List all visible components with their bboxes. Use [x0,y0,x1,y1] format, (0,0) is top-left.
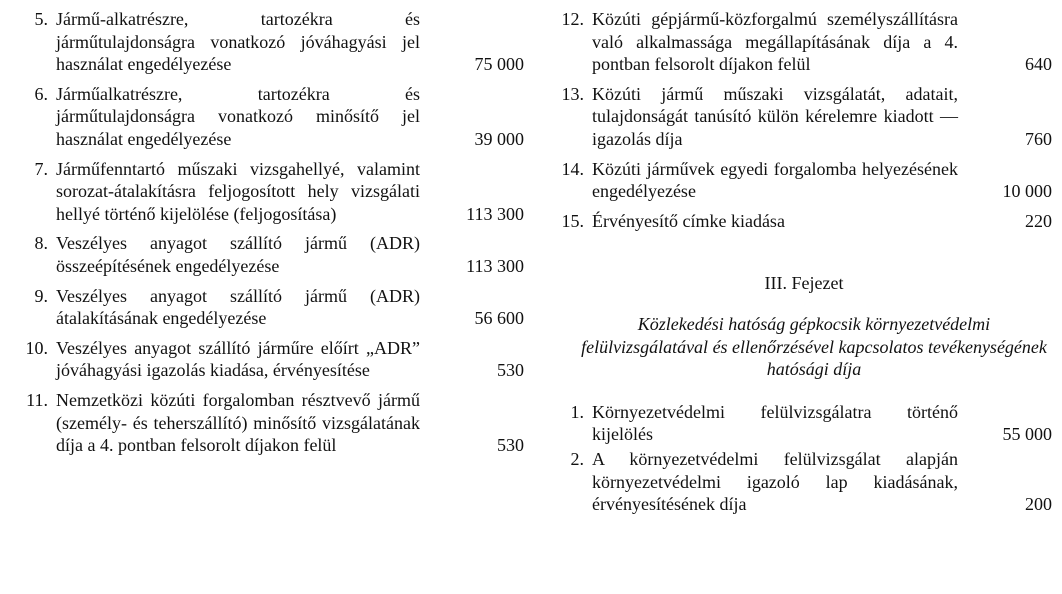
item-body [592,83,1052,151]
item-body [592,210,1052,233]
item-body [592,448,1052,516]
item-body [56,158,524,226]
chapter-subtitle: Közlekedési hatóság gépkocsik környezetvédelmi felülvizsgálatával és ellenőrzésével kapcsolatos tevékenységének hatósági díja [581,313,1047,380]
item-description: Közúti jármű műszaki vizsgálatát, adatait, tulajdonságát tanúsító külön kérelemre kiadott — igazolás díja [592,83,958,149]
item-fee: 75 000 [474,54,524,75]
fee-item [546,448,1052,516]
fee-item [16,389,524,457]
fee-item [546,158,1052,203]
item-number: 10. [25,337,48,358]
chapter-heading: III. Fejezet [764,273,844,294]
item-body [56,337,524,382]
fee-item [16,232,524,277]
fee-item [16,158,524,226]
item-body [56,389,524,457]
item-number: 6. [34,83,48,104]
item-number: 7. [34,158,48,179]
fee-item [546,8,1052,76]
item-fee: 113 300 [466,255,524,276]
item-body [592,8,1052,76]
fee-item [16,8,524,76]
item-description: Veszélyes anyagot szállító jármű (ADR) összeépítésének engedélyezése [56,233,420,276]
item-number: 11. [26,389,48,410]
item-number: 15. [561,210,584,231]
item-fee: 39 000 [474,128,524,149]
item-number: 8. [34,233,48,254]
item-body [592,158,1052,203]
item-description: Veszélyes anyagot szállító járműre előírt „ADR” jóváhagyási igazolás kiadása, érvényesítése [56,337,420,381]
item-body [56,285,524,330]
fee-item [546,401,1052,446]
item-fee: 55 000 [1002,424,1052,445]
item-fee: 640 [1025,54,1052,75]
item-fee: 113 300 [466,203,524,224]
item-fee: 220 [1025,210,1052,231]
item-description: Jármű-alkatrészre, tartozékra és járműtulajdonságra vonatkozó jóváhagyási jel használat engedélyezése [56,9,420,75]
item-number: 1. [570,401,584,422]
item-number: 2. [570,448,584,469]
item-body [592,401,1052,446]
item-number: 14. [561,158,584,179]
item-body [56,83,524,151]
item-description: Közúti gépjármű-közforgalmú személyszállításra való alkalmassága megállapításának díja a 4. pontban felsorolt díjakon felül [592,9,958,75]
item-fee: 530 [497,360,524,381]
item-description: Környezetvédelmi felülvizsgálatra történő kijelölés [592,401,958,445]
fee-item [546,210,1052,233]
fee-item [16,83,524,151]
left-column [16,8,524,464]
item-description: Járműfenntartó műszaki vizsgahellyé, valamint sorozat-átalakításra feljogosított hely vizsgálati hellyé történő kijelölése (feljogosítása) [56,158,420,224]
item-description: Veszélyes anyagot szállító jármű (ADR) átalakításának engedélyezése [56,285,420,329]
item-fee: 10 000 [1002,181,1052,202]
item-description: Érvényesítő címke kiadása [592,210,785,231]
item-fee: 56 600 [474,308,524,329]
right-column [546,8,1052,518]
item-fee: 760 [1025,128,1052,149]
item-number: 12. [561,9,584,29]
item-description: Nemzetközi közúti forgalomban résztvevő jármű (személy- és teherszállító) minősítő vizsgálatának díja a 4. pontban felsorolt díjakon felül [56,389,420,456]
item-description: A környezetvédelmi felülvizsgálat alapján környezetvédelmi igazoló lap kiadásának, érvényesítésének díja [592,448,958,515]
fee-item [16,285,524,330]
chapter-fee-list [546,401,1052,516]
fee-item [546,83,1052,151]
item-description: Járműalkatrészre, tartozékra és járműtulajdonságra vonatkozó minősítő jel használat engedélyezése [56,83,420,149]
item-body [56,8,524,76]
item-body [56,232,524,277]
item-number: 13. [561,83,584,104]
item-fee: 530 [497,435,524,456]
fee-list-right [546,8,1052,232]
item-fee: 200 [1025,494,1052,515]
item-number: 5. [34,9,48,29]
item-number: 9. [34,285,48,306]
item-description: Közúti járművek egyedi forgalomba helyezésének engedélyezése [592,158,958,202]
fee-item [16,337,524,382]
